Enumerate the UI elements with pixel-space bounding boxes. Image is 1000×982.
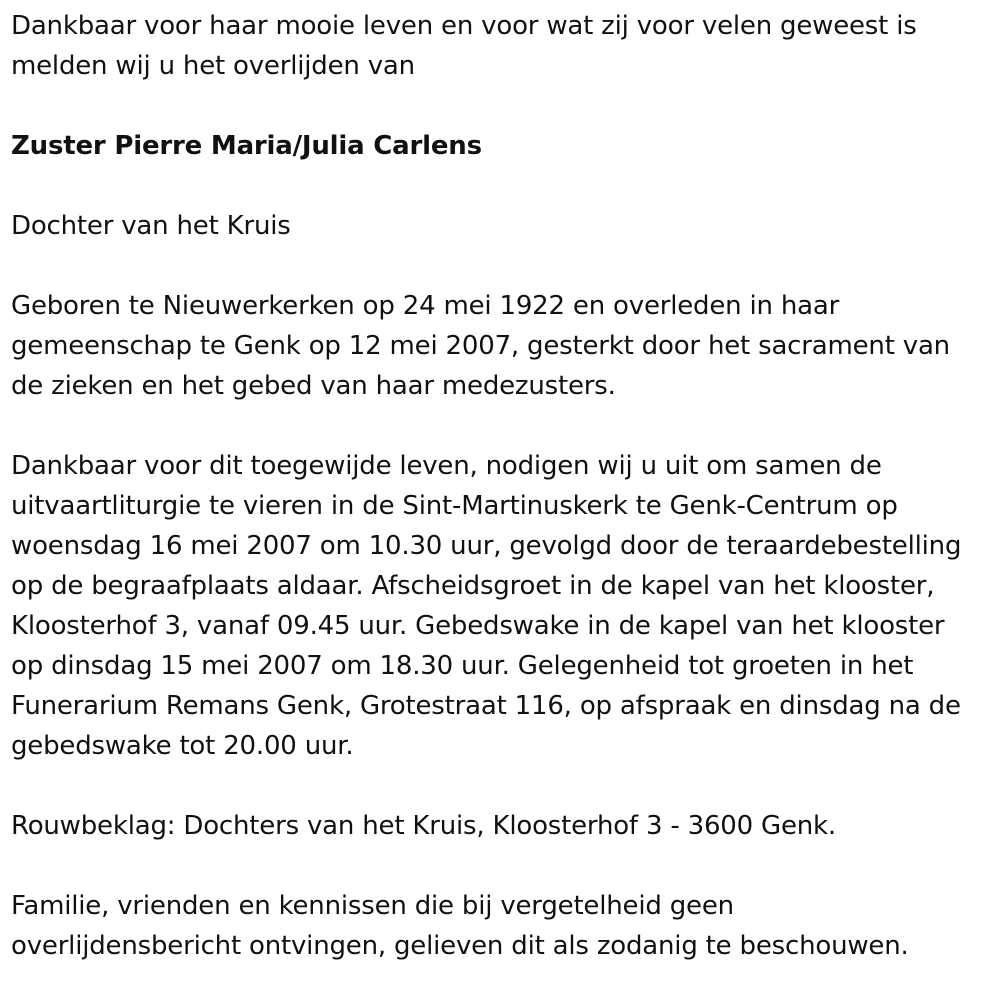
death-notice bbox=[11, 6, 996, 966]
text-line: Rouwbeklag: Dochters van het Kruis, Kloosterhof 3 - 3600 Genk. bbox=[11, 811, 836, 841]
text-line: Dankbaar voor haar mooie leven en voor wat zij voor velen geweest is bbox=[11, 11, 917, 41]
text-line: Familie, vrienden en kennissen die bij vergetelheid geen bbox=[11, 891, 734, 921]
text-line: overlijdensbericht ontvingen, gelieven dit als zodanig te beschouwen. bbox=[11, 931, 909, 961]
text-line: Kloosterhof 3, vanaf 09.45 uur. Gebedswake in de kapel van het klooster bbox=[11, 611, 945, 641]
text-line: uitvaartliturgie te vieren in de Sint-Martinuskerk te Genk-Centrum op bbox=[11, 491, 898, 521]
text-line: gemeenschap te Genk op 12 mei 2007, gesterkt door het sacrament van bbox=[11, 331, 950, 361]
birth-death-paragraph bbox=[11, 286, 996, 406]
congregation-text: Dochter van het Kruis bbox=[11, 211, 291, 241]
deceased-name bbox=[11, 126, 996, 166]
text-line: melden wij u het overlijden van bbox=[11, 51, 415, 81]
congregation-paragraph bbox=[11, 206, 996, 246]
text-line: de zieken en het gebed van haar medezusters. bbox=[11, 371, 616, 401]
closing-paragraph bbox=[11, 886, 996, 966]
text-line: Dankbaar voor dit toegewijde leven, nodigen wij u uit om samen de bbox=[11, 451, 882, 481]
text-line: op de begraafplaats aldaar. Afscheidsgroet in de kapel van het klooster, bbox=[11, 571, 935, 601]
condolences-paragraph bbox=[11, 806, 996, 846]
text-line: Funerarium Remans Genk, Grotestraat 116, op afspraak en dinsdag na de bbox=[11, 691, 961, 721]
intro-paragraph bbox=[11, 6, 996, 86]
text-line: Geboren te Nieuwerkerken op 24 mei 1922 en overleden in haar bbox=[11, 291, 840, 321]
text-line: woensdag 16 mei 2007 om 10.30 uur, gevolgd door de teraardebestelling bbox=[11, 531, 962, 561]
funeral-paragraph bbox=[11, 446, 996, 766]
text-line: gebedswake tot 20.00 uur. bbox=[11, 731, 354, 761]
text-line: op dinsdag 15 mei 2007 om 18.30 uur. Gelegenheid tot groeten in het bbox=[11, 651, 914, 681]
deceased-name-text: Zuster Pierre Maria/Julia Carlens bbox=[11, 131, 482, 161]
